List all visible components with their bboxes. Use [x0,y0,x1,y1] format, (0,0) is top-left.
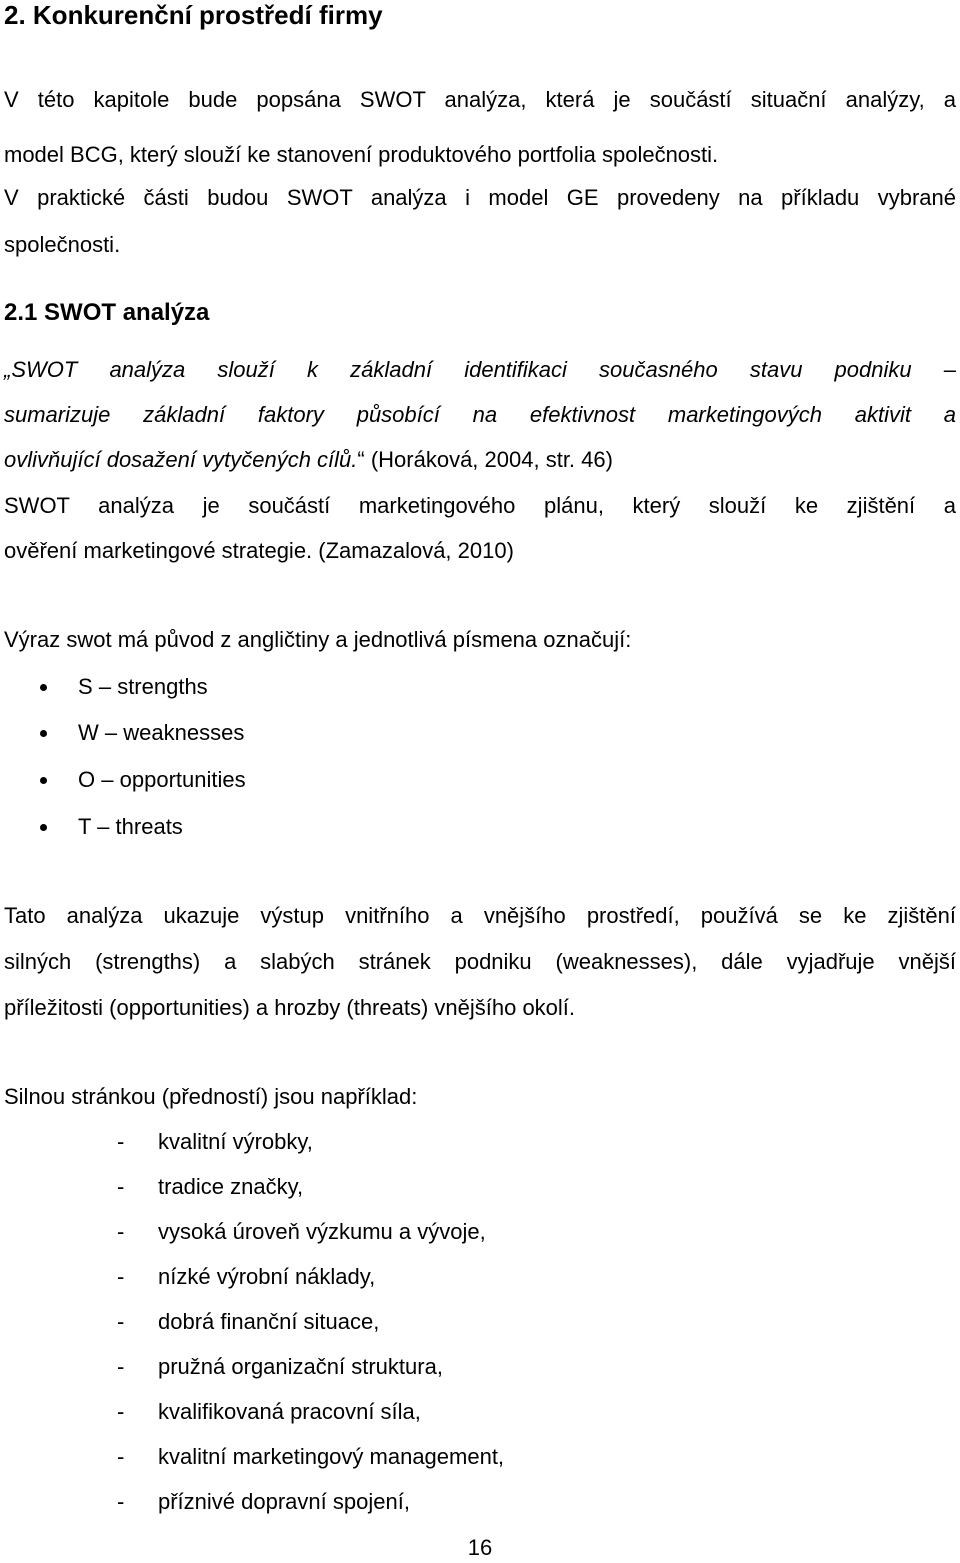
letter-dash: – [104,720,118,745]
quote-line-2: sumarizuje základní faktory působící na efektivnost marketingových aktivit a [4,402,956,427]
analysis-line-1: Tato analýza ukazuje výstup vnitřního a vnějšího prostředí, používá se ke zjištění [4,903,956,928]
dash-marker: - [117,1309,125,1334]
letter: O [78,767,96,792]
bullet-icon [40,684,47,691]
section-heading: 2.1 SWOT analýza [4,299,210,326]
intro-line-4: společnosti. [4,232,121,257]
dash-marker: - [117,1444,125,1469]
strength-text: dobrá finanční situace, [158,1309,380,1334]
letter-word: strengths [117,674,208,699]
intro-line-1: V této kapitole bude popsána SWOT analýza, která je součástí situační analýzy, a [4,87,956,112]
quote-line-3 [4,445,956,475]
strength-text: tradice značky, [158,1174,304,1199]
bullet-icon [40,824,47,831]
letter-word: threats [115,814,183,839]
letter-dash: – [97,814,110,839]
page-number: 16 [467,1535,493,1560]
quote-line-1: „SWOT analýza slouží k základní identifikaci současného stavu podniku – [4,357,956,382]
intro-line-3: V praktické části budou SWOT analýza i model GE provedeny na příkladu vybrané [4,185,956,210]
letter: S [78,674,93,699]
letter-dash: – [98,674,112,699]
bullet-icon [40,777,47,784]
swot-para-line-1: SWOT analýza je součástí marketingového plánu, který slouží ke zjištění a [4,493,956,518]
strength-text: vysoká úroveň výzkumu a vývoje, [158,1219,486,1244]
letter-word: opportunities [119,767,246,792]
origin-intro: Výraz swot má původ z angličtiny a jednotlivá písmena označují: [4,627,632,652]
strength-text: kvalifikovaná pracovní síla, [158,1399,421,1424]
strength-text: kvalitní výrobky, [158,1129,313,1154]
letter: W [78,720,99,745]
strengths-intro: Silnou stránkou (předností) jsou například: [4,1084,418,1109]
analysis-line-3: příležitosti (opportunities) a hrozby (threats) vnějšího okolí. [4,995,576,1020]
analysis-line-2: silných (strengths) a slabých stránek podniku (weaknesses), dále vyjadřuje vnější [4,949,956,974]
strength-text: příznivé dopravní spojení, [158,1489,410,1514]
dash-marker: - [117,1489,125,1514]
letter-word: weaknesses [123,720,245,745]
chapter-heading: 2. Konkurenční prostředí firmy [4,0,383,30]
dash-marker: - [117,1264,125,1289]
dash-marker: - [117,1174,125,1199]
strength-text: nízké výrobní náklady, [158,1264,376,1289]
dash-marker: - [117,1354,125,1379]
strength-text: kvalitní marketingový management, [158,1444,505,1469]
dash-marker: - [117,1399,125,1424]
quote-citation: “ (Horáková, 2004, str. 46) [357,447,613,472]
intro-line-2: model BCG, který slouží ke stanovení produktového portfolia společnosti. [4,142,719,167]
strength-text: pružná organizační struktura, [158,1354,443,1379]
swot-para-line-2: ověření marketingové strategie. (Zamazalová, 2010) [4,538,514,563]
letter-dash: – [101,767,114,792]
letter: T [78,814,92,839]
dash-marker: - [117,1129,125,1154]
dash-marker: - [117,1219,125,1244]
bullet-icon [40,730,47,737]
quote-line-3-italic: ovlivňující dosažení vytyčených cílů. [4,447,358,472]
